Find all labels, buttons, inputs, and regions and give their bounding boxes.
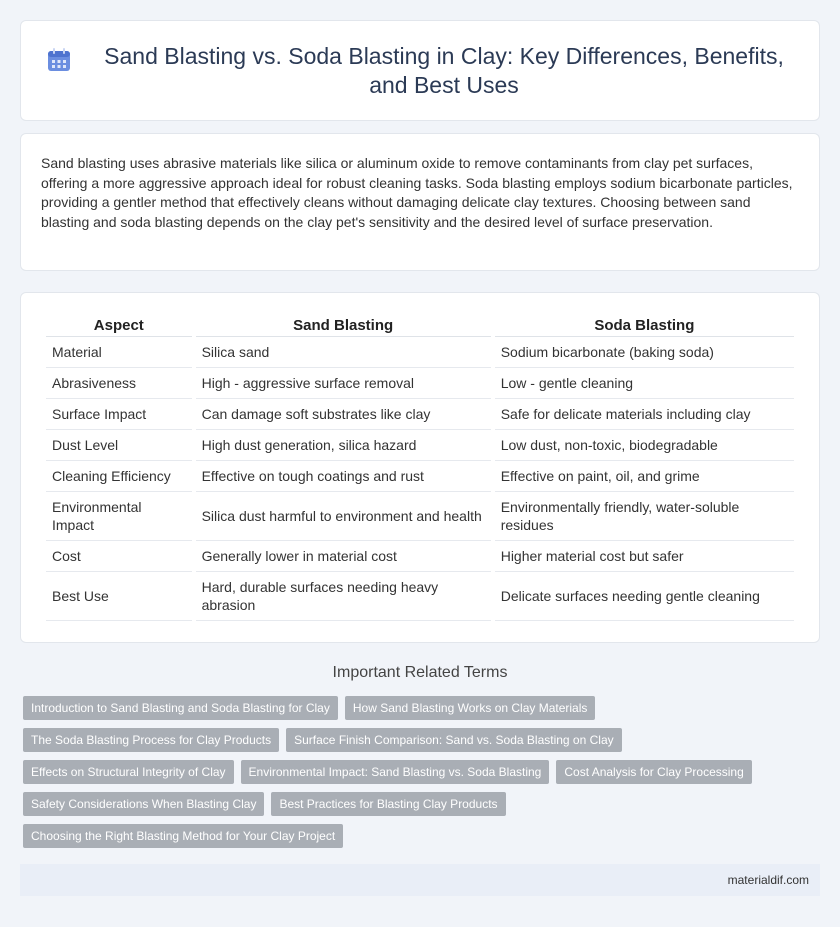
table-row [46, 368, 794, 399]
column-header-aspect: Aspect [46, 315, 192, 337]
related-term-tag[interactable]: Safety Considerations When Blasting Clay [23, 792, 264, 816]
column-header-soda: Soda Blasting [495, 315, 794, 337]
table-header-row [46, 315, 794, 337]
aspect-cell: Environmental Impact [46, 492, 192, 541]
soda-cell: Effective on paint, oil, and grime [495, 461, 794, 492]
soda-cell: Low dust, non-toxic, biodegradable [495, 430, 794, 461]
related-term-tag[interactable]: How Sand Blasting Works on Clay Materials [345, 696, 596, 720]
table-row [46, 461, 794, 492]
soda-cell: Environmentally friendly, water-soluble residues [495, 492, 794, 541]
related-term-tag[interactable]: Best Practices for Blasting Clay Products [271, 792, 505, 816]
sand-cell: Silica dust harmful to environment and health [196, 492, 491, 541]
soda-cell: Sodium bicarbonate (baking soda) [495, 337, 794, 368]
sand-cell: Hard, durable surfaces needing heavy abrasion [196, 572, 491, 621]
related-term-tag[interactable]: Effects on Structural Integrity of Clay [23, 760, 234, 784]
related-term-tag[interactable]: Choosing the Right Blasting Method for Your Clay Project [23, 824, 343, 848]
aspect-cell: Cost [46, 541, 192, 572]
aspect-cell: Material [46, 337, 192, 368]
aspect-cell: Best Use [46, 572, 192, 621]
soda-cell: Delicate surfaces needing gentle cleaning [495, 572, 794, 621]
footer [20, 864, 820, 896]
column-header-sand: Sand Blasting [196, 315, 491, 337]
aspect-cell: Surface Impact [46, 399, 192, 430]
soda-cell: Higher material cost but safer [495, 541, 794, 572]
related-term-tag[interactable]: The Soda Blasting Process for Clay Products [23, 728, 279, 752]
related-term-tag[interactable]: Introduction to Sand Blasting and Soda Blasting for Clay [23, 696, 338, 720]
title-card [20, 20, 820, 121]
table-row [46, 337, 794, 368]
related-term-tag[interactable]: Cost Analysis for Clay Processing [556, 760, 751, 784]
soda-cell: Safe for delicate materials including clay [495, 399, 794, 430]
related-terms-list [23, 696, 813, 848]
sand-cell: Generally lower in material cost [196, 541, 491, 572]
aspect-cell: Cleaning Efficiency [46, 461, 192, 492]
aspect-cell: Abrasiveness [46, 368, 192, 399]
table-row [46, 399, 794, 430]
intro-paragraph: Sand blasting uses abrasive materials like silica or aluminum oxide to remove contaminants from clay pet surfaces, offering a more aggressive approach ideal for robust cleaning tasks. Soda blasting employs sodium bicarbonate particles, providing a gentler method that effectively cleans without damaging delicate clay textures. Choosing between sand blasting and soda blasting depends on the clay pet's sensitivity and the desired level of surface preservation. [41, 155, 793, 230]
related-term-tag[interactable]: Environmental Impact: Sand Blasting vs. Soda Blasting [241, 760, 550, 784]
sand-cell: Can damage soft substrates like clay [196, 399, 491, 430]
comparison-card [20, 292, 820, 643]
footer-site-link[interactable]: materialdif.com [727, 873, 809, 887]
page-title: Sand Blasting vs. Soda Blasting in Clay: Key Differences, Benefits, and Best Uses [104, 42, 784, 98]
comparison-table [42, 315, 798, 621]
soda-cell: Low - gentle cleaning [495, 368, 794, 399]
related-term-tag[interactable]: Surface Finish Comparison: Sand vs. Soda Blasting on Clay [286, 728, 622, 752]
sand-cell: High dust generation, silica hazard [196, 430, 491, 461]
intro-card [20, 133, 820, 271]
aspect-cell: Dust Level [46, 430, 192, 461]
table-row [46, 541, 794, 572]
related-terms-heading: Important Related Terms [332, 664, 508, 681]
table-row [46, 492, 794, 541]
table-row [46, 430, 794, 461]
sand-cell: Effective on tough coatings and rust [196, 461, 491, 492]
sand-cell: Silica sand [196, 337, 491, 368]
table-row [46, 572, 794, 621]
calendar-icon [45, 46, 73, 74]
sand-cell: High - aggressive surface removal [196, 368, 491, 399]
